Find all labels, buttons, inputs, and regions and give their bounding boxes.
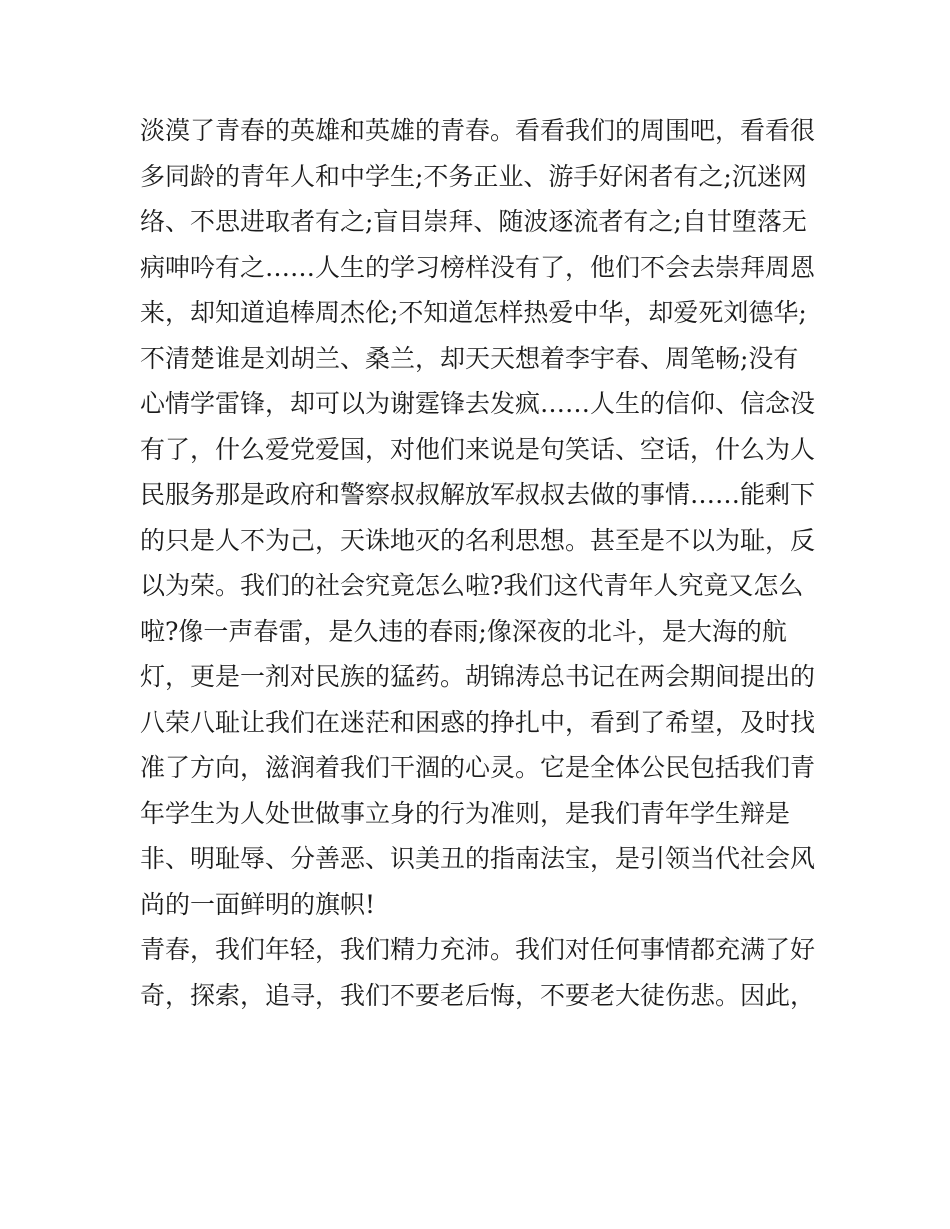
text-line: 来，却知道追棒周杰伦;不知道怎样热爱中华，却爱死刘德华; <box>140 298 807 327</box>
text-line: 有了，什么爱党爱国，对他们来说是句笑话、空话，什么为人 <box>140 434 816 464</box>
text-line: 的只是人不为己，天诛地灭的名利思想。甚至是不以为耻，反 <box>140 525 816 555</box>
text-line: 病呻吟有之……人生的学习榜样没有了，他们不会去崇拜周恩 <box>140 252 816 282</box>
text-line: 灯，更是一剂对民族的猛药。胡锦涛总书记在两会期间提出的 <box>140 662 816 691</box>
text-line: 民服务那是政府和警察叔叔解放军叔叔去做的事情……能剩下 <box>140 480 816 509</box>
text-line: 多同龄的青年人和中学生;不务正业、游手好闲者有之;沉迷网 <box>140 161 807 191</box>
text-line: 年学生为人处世做事立身的行为准则，是我们青年学生辩是 <box>140 798 791 828</box>
text-line: 啦?像一声春雷，是久违的春雨;像深夜的北斗，是大海的航 <box>140 616 787 646</box>
text-line: 络、不思进取者有之;盲目崇拜、随波逐流者有之;自甘堕落无 <box>140 207 807 236</box>
text-line: 非、明耻辱、分善恶、识美丑的指南法宝，是引领当代社会风 <box>140 844 816 873</box>
text-line: 心情学雷锋，却可以为谢霆锋去发疯……人生的信仰、信念没 <box>140 389 816 418</box>
text-line: 尚的一面鲜明的旗帜! <box>140 889 376 919</box>
text-line: 不清楚谁是刘胡兰、桑兰，却天天想着李宇春、周笔畅;没有 <box>140 343 799 373</box>
text-line: 八荣八耻让我们在迷茫和困惑的挣扎中，看到了希望，及时找 <box>140 707 816 737</box>
text-line: 青春，我们年轻，我们精力充沛。我们对任何事情都充满了好 <box>140 935 816 964</box>
text-line: 以为荣。我们的社会究竟怎么啦?我们这代青年人究竟又怎么 <box>140 571 804 600</box>
text-line: 准了方向，滋润着我们干涸的心灵。它是全体公民包括我们青 <box>140 753 816 782</box>
body-text <box>140 108 830 1018</box>
text-line: 奇，探索，追寻，我们不要老后悔，不要老大徒伤悲。因此， <box>140 980 816 1010</box>
text-line: 淡漠了青春的英雄和英雄的青春。看看我们的周围吧，看看很 <box>140 116 816 145</box>
